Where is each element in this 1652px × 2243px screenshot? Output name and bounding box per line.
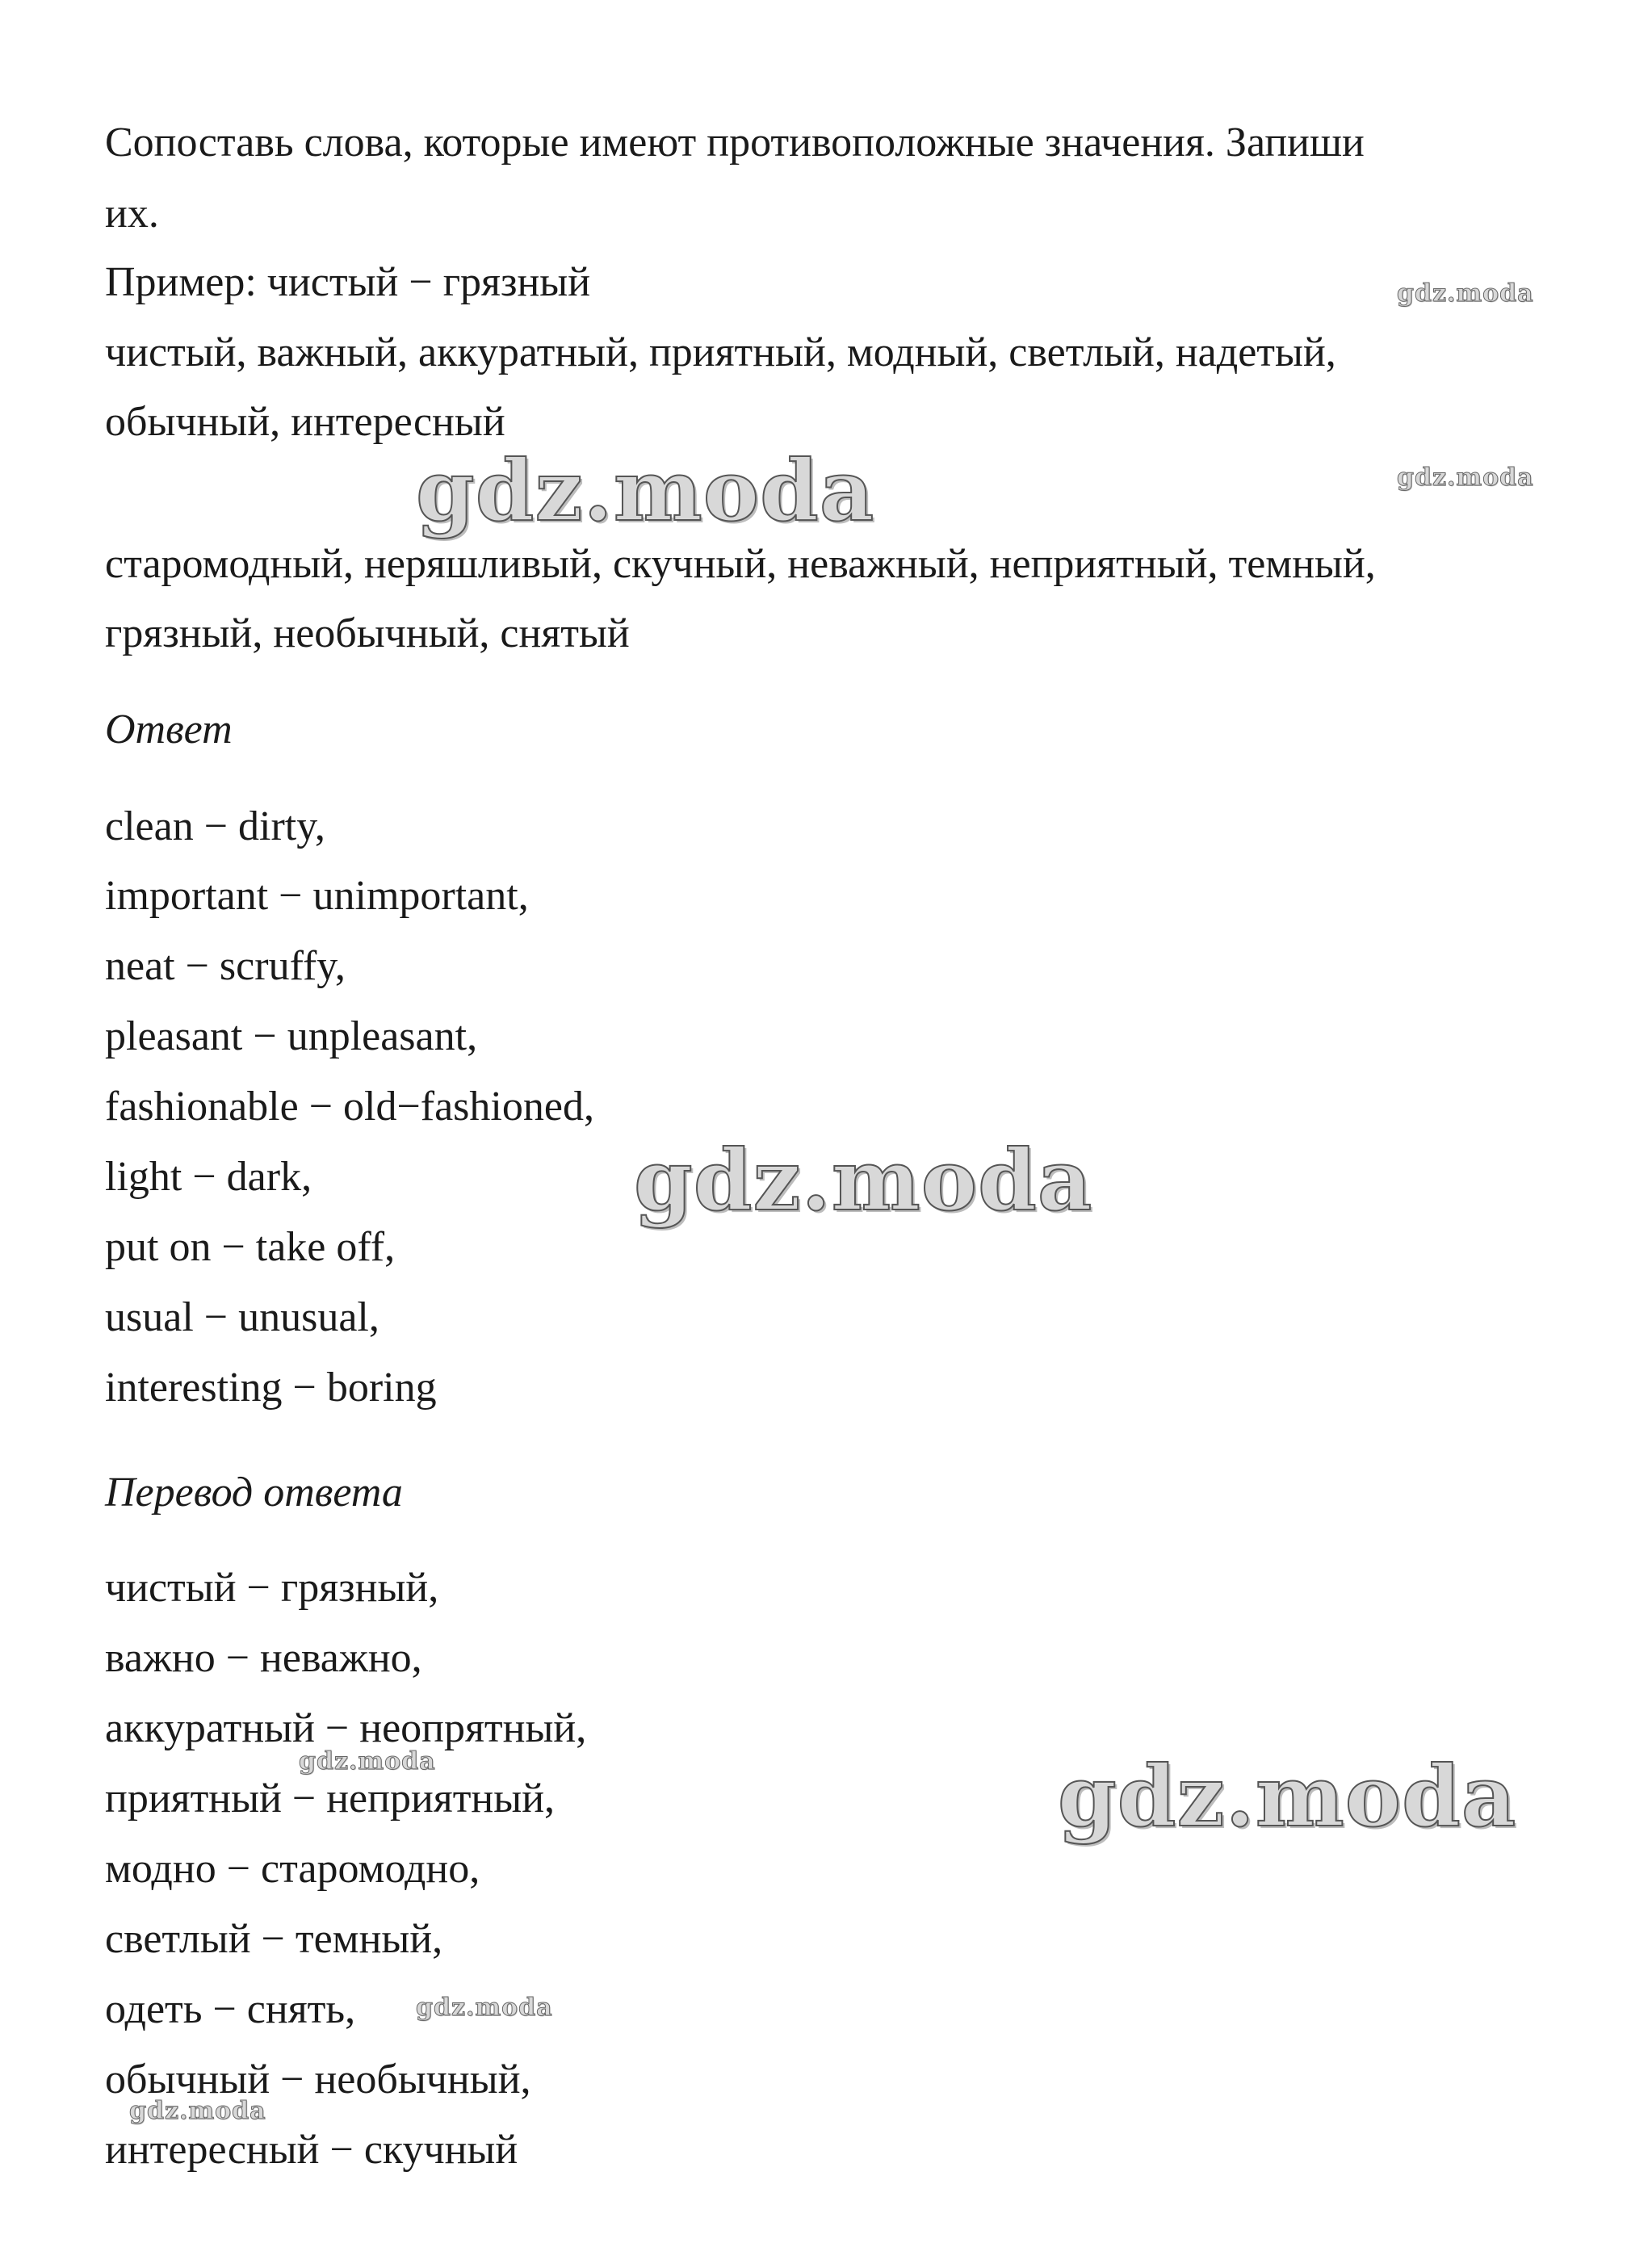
answer-pair: interesting − boring [105, 1365, 437, 1411]
translation-heading: Перевод ответа [105, 1469, 403, 1516]
translation-pair: приятный − неприятный, [105, 1776, 556, 1822]
translation-pair: одеть − снять, [105, 1986, 356, 2032]
translation-pair: светлый − темный, [105, 1916, 443, 1962]
translation-pair: аккуратный − неопрятный, [105, 1705, 587, 1751]
watermark-large: gdz.moda [416, 441, 875, 540]
translation-pair: обычный − необычный, [105, 2056, 531, 2103]
watermark-small: gdz.moda [129, 2097, 266, 2125]
watermark-small: gdz.moda [299, 1747, 436, 1776]
watermark-large: gdz.moda [1058, 1746, 1517, 1846]
answer-heading: Ответ [105, 706, 233, 753]
task-example: Пример: чистый − грязный [105, 259, 591, 305]
task-words1-line1: чистый, важный, аккуратный, приятный, модный, светлый, надетый, [105, 329, 1336, 375]
answer-pair: clean − dirty, [105, 803, 325, 849]
watermark-small: gdz.moda [1397, 463, 1534, 492]
translation-pair: чистый − грязный, [105, 1565, 439, 1611]
task-instruction-line2: их. [105, 191, 159, 237]
task-words2-line2: грязный, необычный, снятый [105, 610, 630, 656]
task-words2-line1: старомодный, неряшливый, скучный, неважный, неприятный, темный, [105, 541, 1376, 587]
watermark-small: gdz.moda [1397, 279, 1534, 308]
translation-pair: интересный − скучный [105, 2127, 518, 2173]
answer-pair: neat − scruffy, [105, 943, 346, 989]
answer-pair: put on − take off, [105, 1224, 396, 1270]
watermark-large: gdz.moda [634, 1130, 1093, 1230]
watermark-small: gdz.moda [416, 1994, 553, 2022]
answer-pair: pleasant − unpleasant, [105, 1013, 478, 1059]
answer-pair: fashionable − old−fashioned, [105, 1084, 594, 1130]
translation-pair: важно − неважно, [105, 1635, 422, 1681]
translation-pair: модно − старомодно, [105, 1846, 480, 1892]
task-words1-line2: обычный, интересный [105, 399, 505, 445]
answer-pair: usual − unusual, [105, 1294, 379, 1340]
answer-pair: light − dark, [105, 1154, 312, 1200]
answer-pair: important − unimportant, [105, 873, 529, 919]
task-instruction-line1: Сопоставь слова, которые имеют противоположные значения. Запиши [105, 119, 1365, 166]
